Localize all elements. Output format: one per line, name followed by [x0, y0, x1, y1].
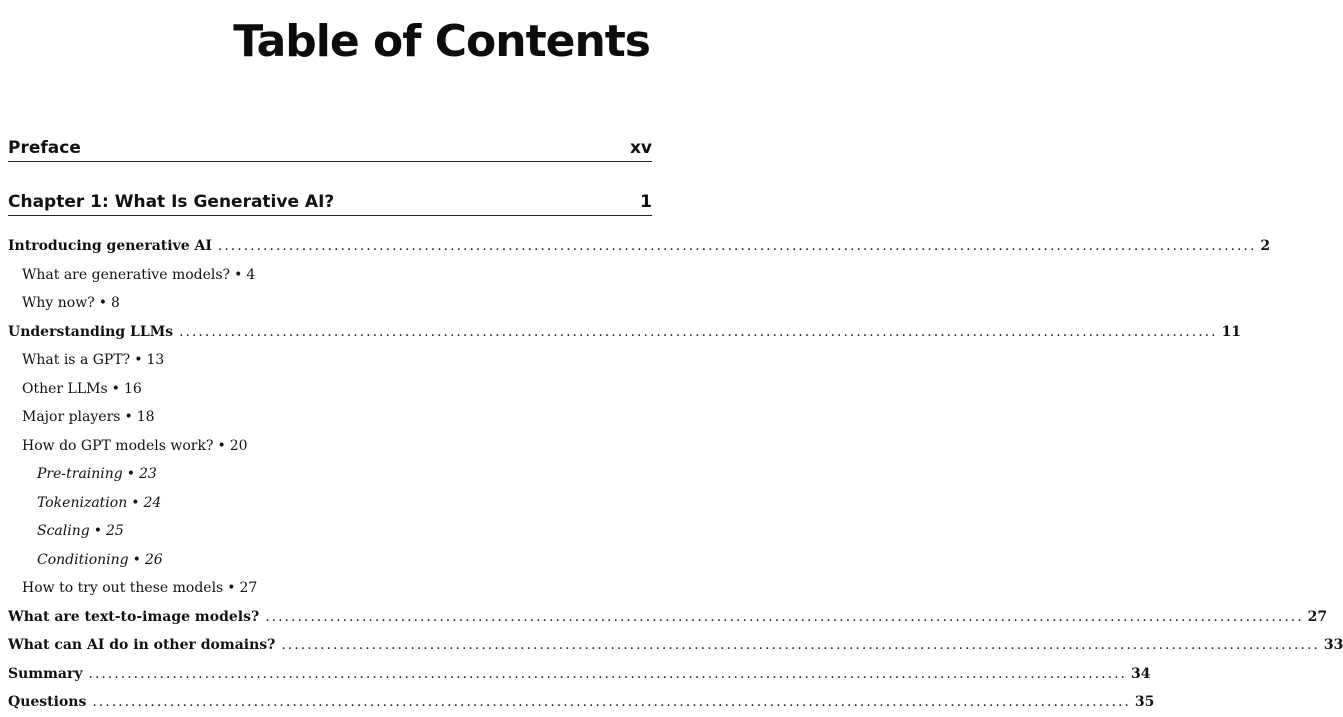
entry-label: How to try out these models — [22, 580, 224, 597]
entry-label: What can AI do in other domains? — [8, 637, 276, 654]
entry-label: Conditioning — [37, 551, 129, 568]
entry-page: 20 — [229, 437, 248, 454]
chapter-label: Chapter 1: What Is Generative AI? — [8, 192, 335, 212]
entry-label: What is a GPT? — [22, 352, 131, 369]
toc-entry[interactable] — [8, 517, 652, 546]
preface-label: Preface — [8, 138, 81, 158]
entry-page: 11 — [1221, 323, 1242, 340]
bullet-separator: • — [93, 523, 102, 540]
dot-leader: ................................................................................................................................................................. — [92, 694, 1131, 711]
entry-page: 16 — [123, 380, 142, 397]
entry-label: Introducing generative AI — [8, 238, 212, 255]
toc-entry[interactable] — [8, 232, 1271, 261]
entry-page: 27 — [1307, 608, 1328, 625]
entry-page: 23 — [139, 466, 157, 483]
entry-page: 13 — [146, 352, 165, 369]
dot-leader: ................................................................................................................................................................. — [265, 608, 1304, 625]
toc-entry[interactable] — [8, 346, 652, 375]
toc-entry[interactable] — [8, 631, 1343, 660]
entry-label: What are generative models? — [22, 266, 231, 283]
page-title: Table of Contents — [233, 16, 650, 67]
entry-page: 4 — [246, 266, 256, 283]
toc-entry[interactable] — [8, 403, 652, 432]
bullet-separator: • — [134, 352, 143, 369]
entry-label: What are text-to-image models? — [8, 608, 260, 625]
entry-page: 33 — [1323, 637, 1343, 654]
entry-label: Other LLMs — [22, 380, 108, 397]
entry-page: 25 — [105, 523, 124, 540]
bullet-separator: • — [126, 466, 136, 483]
chapter-page: 1 — [640, 192, 652, 212]
toc-entry[interactable] — [8, 660, 1151, 689]
bullet-separator: • — [217, 437, 226, 454]
toc-entry[interactable] — [8, 574, 652, 603]
dot-leader: ................................................................................................................................................................. — [217, 238, 1257, 255]
entry-label: Major players — [22, 409, 121, 426]
bullet-separator: • — [132, 551, 141, 568]
toc-entry[interactable] — [8, 375, 652, 404]
bullet-separator: • — [234, 266, 243, 283]
entry-page: 24 — [143, 494, 162, 511]
dot-leader: ................................................................................................................................................................. — [281, 637, 1320, 654]
entry-page: 2 — [1260, 238, 1271, 255]
entry-page: 26 — [144, 551, 163, 568]
toc-entry[interactable] — [8, 460, 652, 489]
entry-label: Questions — [8, 694, 87, 711]
entry-label: Tokenization — [37, 494, 128, 511]
entry-label: Summary — [8, 665, 83, 682]
dot-leader: ................................................................................................................................................................. — [88, 665, 1127, 682]
entry-page: 8 — [110, 295, 120, 312]
toc-entry[interactable] — [8, 318, 1242, 347]
toc-entry[interactable] — [8, 289, 652, 318]
entry-page: 27 — [239, 580, 258, 597]
toc-entry-list — [8, 232, 1343, 717]
toc-entry[interactable] — [8, 603, 1328, 632]
toc-preface[interactable] — [8, 138, 652, 162]
bullet-separator: • — [227, 580, 236, 597]
entry-page: 35 — [1134, 694, 1155, 711]
entry-label: Scaling — [37, 523, 90, 540]
dot-leader: ................................................................................................................................................................. — [179, 323, 1218, 340]
toc-chapter-1[interactable] — [8, 192, 652, 216]
toc-entry[interactable] — [8, 261, 652, 290]
toc-entry[interactable] — [8, 489, 652, 518]
toc-entry[interactable] — [8, 546, 652, 575]
toc-entry[interactable] — [8, 688, 1155, 717]
entry-page: 18 — [136, 409, 155, 426]
preface-page: xv — [629, 138, 652, 158]
entry-label: Understanding LLMs — [8, 323, 174, 340]
bullet-separator: • — [111, 380, 120, 397]
entry-page: 34 — [1130, 665, 1151, 682]
bullet-separator: • — [98, 295, 107, 312]
entry-label: Pre-training — [37, 466, 123, 483]
toc-entry[interactable] — [8, 432, 652, 461]
bullet-separator: • — [131, 494, 140, 511]
entry-label: Why now? — [22, 295, 95, 312]
entry-label: How do GPT models work? — [22, 437, 214, 454]
bullet-separator: • — [124, 409, 133, 426]
